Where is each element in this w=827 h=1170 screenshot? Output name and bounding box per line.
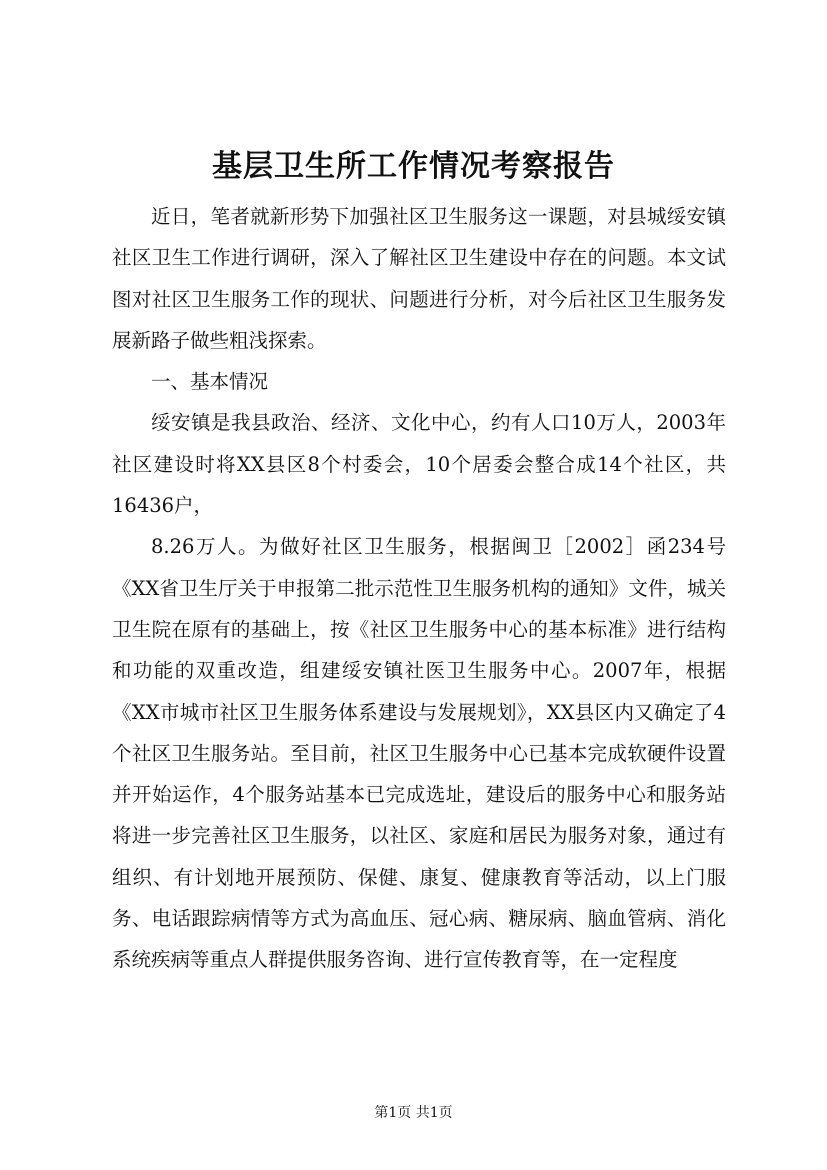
paragraph-intro: 近日，笔者就新形势下加强社区卫生服务这一课题，对县城绥安镇社区卫生工作进行调研，深入了解社区卫生建设中存在的问题。本文试图对社区卫生服务工作的现状、问题进行分析，对今后社区卫生服务发展新路子做些粗浅探索。 — [112, 205, 726, 352]
document-title: 基层卫生所工作情况考察报告 — [212, 149, 615, 184]
page-footer: 第1页 共1页 — [374, 1105, 453, 1121]
paragraph-town-overview: 绥安镇是我县政治、经济、文化中心，约有人口10万人，2003年社区建设时将XX县区8个村委会，10个居委会整合成14个社区，共16436户， — [112, 411, 726, 518]
paragraph-service-details: 8.26万人。为做好社区卫生服务，根据闽卫［2002］函234号《XX省卫生厅关于申报第二批示范性卫生服务机构的通知》文件，城关卫生院在原有的基础上，按《社区卫生服务中心的基本标准》进行结构和功能的双重改造，组建绥安镇社医卫生服务中心。2007年，根据《XX市城市社区卫生服务体系建设与发展规划》，XX县区内又确定了4个社区卫生服务站。至目前，社区卫生服务中心已基本完成软硬件设置并开始运作，4个服务站基本已完成选址，建设后的服务中心和服务站将进一步完善社区卫生服务，以社区、家庭和居民为服务对象，通过有组织、有计划地开展预防、保健、康复、健康教育等活动，以上门服务、电话跟踪病情等方式为高血压、冠心病、糖尿病、脑血管病、消化系统疾病等重点人群提供服务咨询、进行宣传教育等，在一定程度 — [112, 535, 726, 972]
document-body — [112, 196, 726, 981]
section-heading-basic-info: 一、基本情况 — [151, 370, 269, 394]
